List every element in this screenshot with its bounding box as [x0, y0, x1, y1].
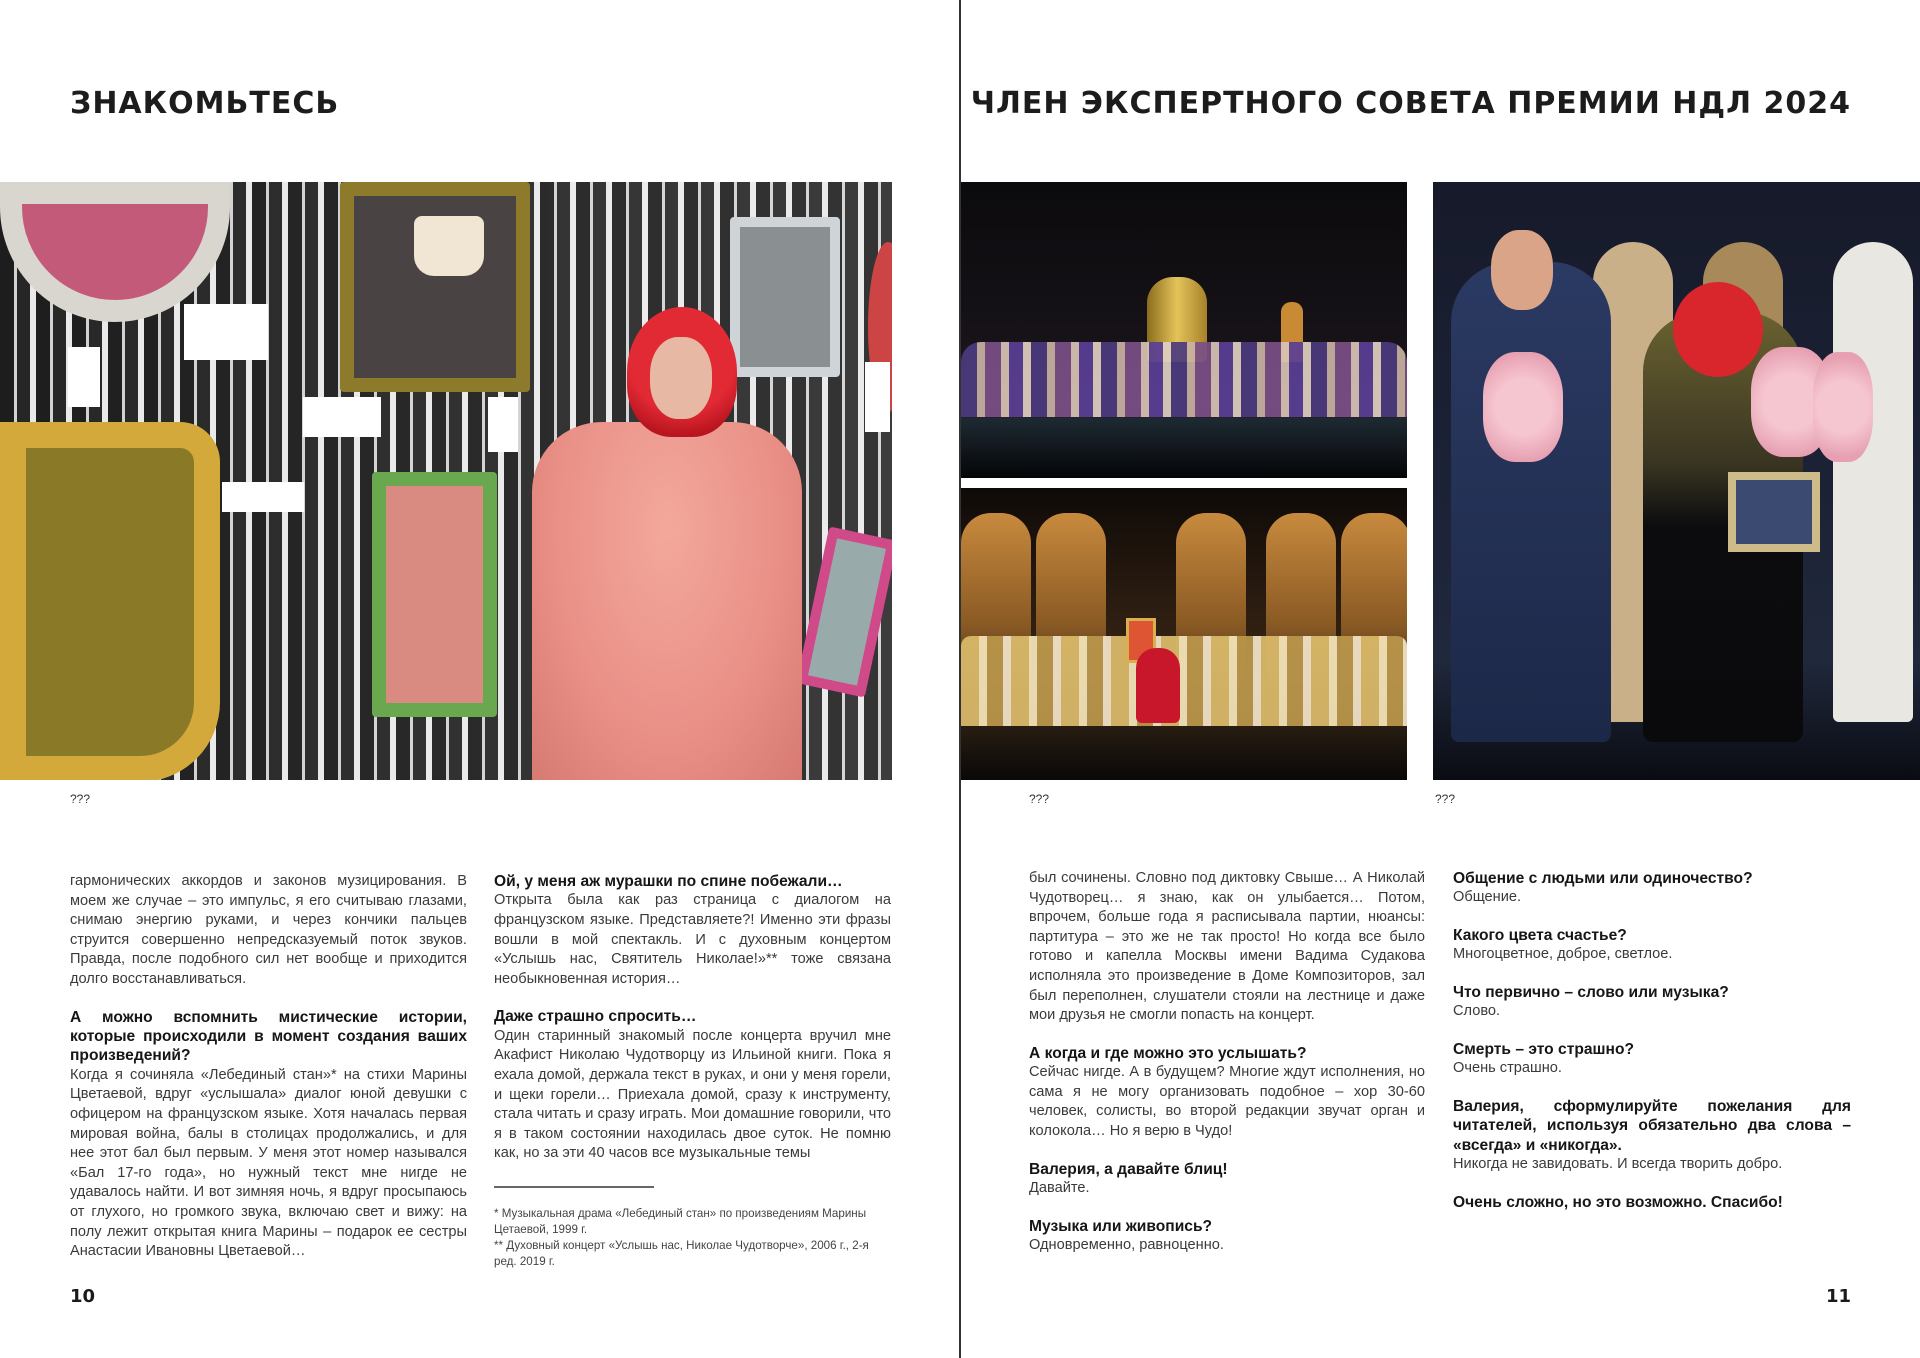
mirror-frame [372, 472, 497, 717]
question-heading: Даже страшно спросить… [494, 1008, 697, 1026]
mirror-frame [0, 422, 220, 780]
question-heading: А можно вспомнить мистические истории, которые происходили в момент создания ваших произведений? [70, 1008, 467, 1065]
footnote-divider [494, 1186, 654, 1188]
section-title: ЧЛЕН ЭКСПЕРТНОГО СОВЕТА ПРЕМИИ НДЛ 2024 [970, 86, 1851, 121]
right-page [961, 0, 1920, 1358]
answer-text: Одновременно, равноценно. [1029, 1236, 1224, 1253]
question-heading: Валерия, а давайте блиц! [1029, 1160, 1228, 1178]
page-number: 11 [1825, 1286, 1851, 1307]
question-heading: Ой, у меня аж мурашки по спине побежали… [494, 873, 843, 890]
man-in-suit [1451, 262, 1611, 742]
answer-text: Сейчас нигде. А в будущем? Многие ждут исполнения, но сама я не могу организовать подобное – хор 30-60 человек, солисты, во второй редакции звучат орган и колокола… Но я верю в Чудо! [1029, 1064, 1425, 1139]
question-heading: А когда и где можно это услышать? [1029, 1044, 1307, 1062]
question-heading: Смерть – это страшно? [1453, 1041, 1635, 1058]
question-heading: Музыка или живопись? [1029, 1217, 1213, 1235]
question-heading: Какого цвета счастье? [1453, 927, 1627, 944]
framed-picture [1728, 472, 1820, 552]
answer-text: Когда я сочиняла «Лебединый стан»* на стихи Марины Цветаевой, вдруг «услышала» диалог юной девушки с офицером на французском языке. Хотя началась первая мировая война, балы в столицах продолжались, и для нее этот бал был первым. У меня этот номер назывался «Бал 17-го года», но нужный текст мне нигде не удавалось найти. И вот зимняя ночь, я вдруг просыпаюсь от глухого, но громкого звука, включаю свет и вижу: на полу лежит открытая книга Марины – подарок ее сестры Анастасии Ивановны Цветаевой… [70, 1066, 467, 1260]
question-heading: Что первично – слово или музыка? [1453, 984, 1729, 1001]
answer-text: Один старинный знакомый после концерта вручил мне Акафист Николаю Чудотворцу из Ильиной книги. Пока я ехала домой, держала текст в руках, и они у меня горели, и щеки горели… Приехала домой, сразу к инструменту, стала читать и сразу играть. Мои домашние говорили, что я в таком состоянии находилась двое суток. Не помню как, но за эти 40 часов все музыкальные темы [494, 1027, 891, 1162]
photo-caption: ??? [1029, 792, 1050, 806]
text-column-3 [1029, 869, 1425, 1256]
answer-text: Открыта была как раз страница с диалогом на французском языке. Представляете?! Именно эти фразы вошли в мой спектакль. И с духовным концертом «Услышь нас, Святитель Николае!»** тоже связана необыкновенная история… [494, 892, 891, 987]
bell-stage-photo [961, 182, 1407, 478]
answer-text: Общение. [1453, 889, 1522, 906]
court-dancers [961, 636, 1407, 726]
answer-text: Многоцветное, доброе, светлое. [1453, 946, 1673, 963]
page-number: 10 [70, 1286, 96, 1307]
kneeling-choir [961, 342, 1407, 417]
photo-caption: ??? [70, 792, 91, 806]
closing-line: Очень сложно, но это возможно. Спасибо! [1453, 1193, 1783, 1211]
photo-caption: ??? [1435, 792, 1456, 806]
curtain-call-photo [1433, 182, 1920, 780]
section-title: ЗНАКОМЬТЕСЬ [70, 86, 340, 121]
portrait-subject [532, 307, 802, 780]
answer-text: Давайте. [1029, 1179, 1090, 1196]
text-column-2 [494, 872, 891, 1270]
answer-text: Никогда не завидовать. И всегда творить добро. [1453, 1156, 1783, 1173]
answer-text: Очень страшно. [1453, 1060, 1562, 1077]
queen-in-red [1136, 648, 1180, 723]
question-heading: Общение с людьми или одиночество? [1453, 870, 1753, 887]
footnote: ** Духовный концерт «Услышь нас, Николае Чудотворче», 2006 г., 2-я ред. 2019 г. [494, 1238, 869, 1268]
text-column-4 [1453, 869, 1851, 1212]
footnote: * Музыкальная драма «Лебединый стан» по произведениям Марины Цетаевой, 1999 г. [494, 1206, 867, 1236]
text-column-1 [70, 872, 467, 1262]
palace-stage-photo [961, 488, 1407, 780]
exhibition-photo [0, 182, 892, 780]
left-page [0, 0, 959, 1358]
answer-text: был сочинены. Словно под диктовку Свыше… А Николай Чудотворец… я знаю, как он улыбается… Потом, впрочем, больше года я расписывала партии, нюансы: партитура – это же не так просто! Но когда все было готово и капелла Москвы имени Вадима Судакова исполняла это произведение в Доме Композиторов, зал был переполнен, слушатели стояли на лестнице и даже мои друзья не смогли попасть на концерт. [1029, 870, 1425, 1024]
mirror-frame [340, 182, 530, 392]
answer-text: гармонических аккордов и законов музицирования. В моем же случае – это импульс, я его считываю глазами, снимаю энергию руками, и через кончики пальцев струится совершенно непредсказуемый поток звуков. Правда, после подобного сил нет вообще и приходится долго восстанавливаться. [70, 873, 467, 987]
answer-text: Слово. [1453, 1003, 1501, 1020]
question-heading: Валерия, сформулируйте пожелания для читателей, используя обязательно два слова – «всегда» и «никогда». [1453, 1098, 1851, 1154]
